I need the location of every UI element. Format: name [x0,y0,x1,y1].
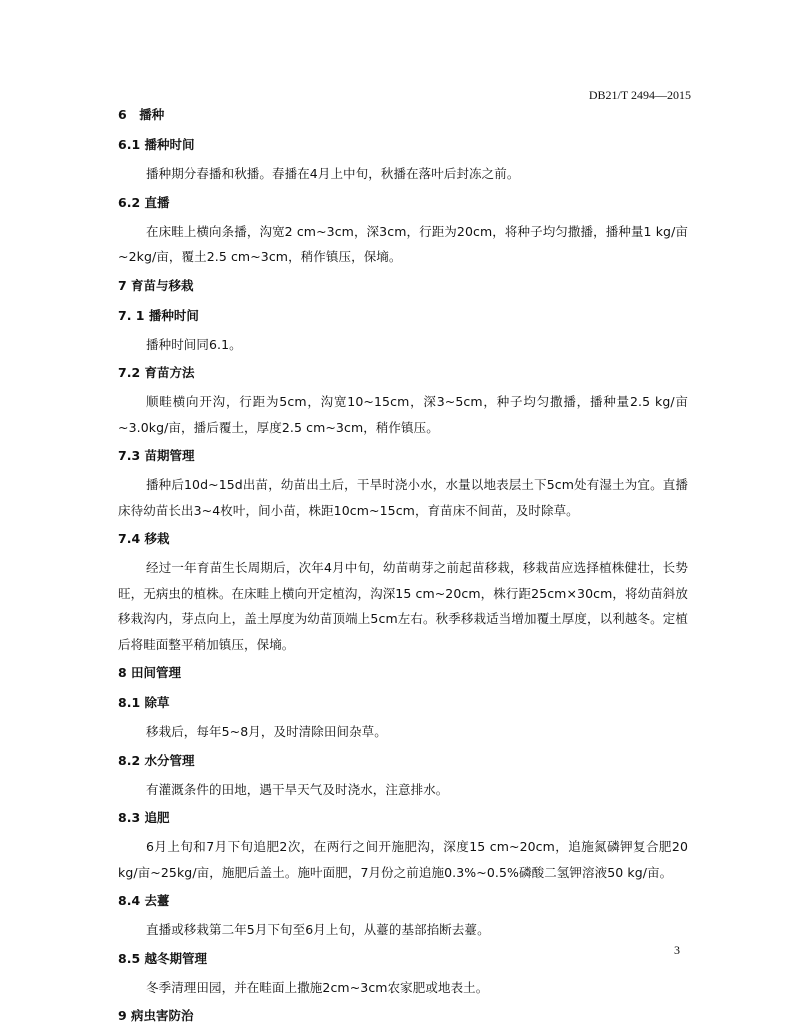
section-heading: 8.2 水分管理 [118,752,195,768]
section-paragraph: 在床畦上横向条播，沟宽2 cm~3cm，深3cm，行距为20cm，将种子均匀撒播，播种量1 kg/亩~2kg/亩，覆土2.5 cm~3cm，稍作镇压，保墒。 [118,223,688,264]
section-paragraph: 顺畦横向开沟，行距为5cm，沟宽10~15cm，深3~5cm，种子均匀撒播，播种量2.5 kg/亩~3.0kg/亩，播后覆土，厚度2.5 cm~3cm，稍作镇压。 [118,394,688,435]
page-number: 3 [674,943,680,957]
section-heading: 6.1 播种时间 [118,137,195,152]
section-paragraph: 经过一年育苗生长周期后，次年4月中旬，幼苗萌芽之前起苗移栽，移栽苗应选择植株健壮，长势旺，无病虫的植株。在床畦上横向开定植沟，沟深15 cm~20cm，株行距25cm×30cm，将幼苗斜放移栽沟内，芽点向上，盖土厚度为幼苗顶端上5cm左右。秋季移栽适当增加覆土厚度，以利越冬。定植后将畦面整平稍加镇压，保墒。 [118,560,688,652]
document-code: DB21/T 2494—2015 [588,88,691,102]
section-heading: 7. 1 播种时间 [118,307,199,323]
section-heading: 7.2 育苗方法 [118,365,195,380]
section-paragraph: 播种时间同6.1。 [146,336,242,352]
section-heading: 8.3 追肥 [118,810,170,825]
section-heading: 9 病虫害防治 [118,1008,194,1023]
section-heading: 8.4 去薹 [118,893,170,908]
section-heading: 7 育苗与移栽 [118,277,194,293]
section-paragraph: 6月上旬和7月下旬追肥2次，在两行之间开施肥沟，深度15 cm~20cm，追施氮磷钾复合肥20 kg/亩~25kg/亩，施肥后盖土。施叶面肥，7月份之前追施0.3%~0.5%磷酸二氢钾溶液50 kg/亩。 [118,839,688,880]
document-body [118,101,688,1032]
section-paragraph: 冬季清理田园，并在畦面上撒施2cm~3cm农家肥或地表土。 [146,979,489,995]
section-heading: 7.3 苗期管理 [118,448,195,463]
section-heading: 6.2 直播 [118,194,170,210]
section-paragraph: 有灌溉条件的田地，遇干旱天气及时浇水，注意排水。 [146,781,449,797]
section-heading: 8 田间管理 [118,665,182,680]
section-heading: 6 播种 [118,107,165,122]
section-paragraph: 播种期分春播和秋播。春播在4月上中旬，秋播在落叶后封冻之前。 [146,166,520,181]
section-paragraph: 直播或移栽第二年5月下旬至6月上旬，从薹的基部掐断去薹。 [146,922,490,937]
section-heading: 7.4 移栽 [118,531,170,546]
section-heading: 8.5 越冬期管理 [118,950,207,966]
section-heading: 8.1 除草 [118,695,170,710]
section-paragraph: 移栽后，每年5~8月，及时清除田间杂草。 [146,724,387,739]
section-paragraph: 播种后10d~15d出苗，幼苗出土后，干旱时浇小水，水量以地表层土下5cm处有湿土为宜。直播床待幼苗长出3~4枚叶，间小苗，株距10cm~15cm，育苗床不间苗，及时除草。 [118,477,688,518]
